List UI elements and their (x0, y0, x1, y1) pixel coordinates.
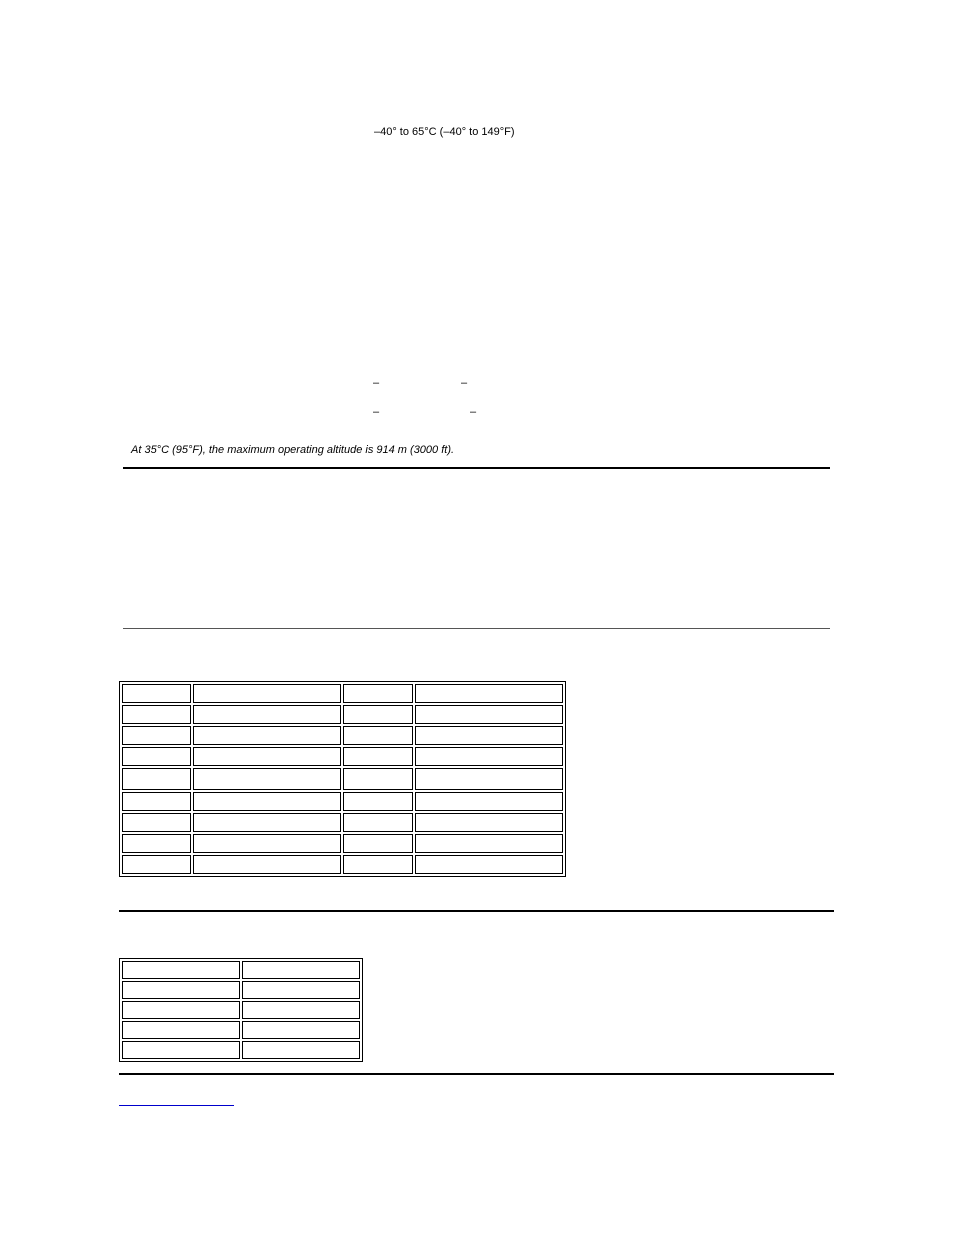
table-cell (415, 855, 563, 874)
table-row (122, 1041, 360, 1059)
section-divider (119, 910, 834, 912)
table-cell (343, 747, 412, 766)
table-cell (122, 726, 191, 745)
table-cell (415, 747, 563, 766)
table-row (122, 961, 360, 979)
table-row (122, 1021, 360, 1039)
table-row (122, 684, 563, 703)
table-cell (193, 813, 341, 832)
table-cell (242, 961, 360, 979)
table-cell (415, 726, 563, 745)
table-cell (242, 1021, 360, 1039)
table-cell (343, 684, 412, 703)
table-cell (193, 792, 341, 811)
table-cell (242, 1041, 360, 1059)
range-dash: – (461, 377, 468, 389)
table-cell (415, 813, 563, 832)
table-cell (122, 834, 191, 853)
table-cell (343, 792, 412, 811)
table-cell (122, 768, 191, 790)
table-row (122, 834, 563, 853)
table-cell (415, 768, 563, 790)
section-divider (119, 1073, 834, 1075)
section-divider (123, 467, 830, 469)
table-cell (193, 834, 341, 853)
storage-temperature-value: –40° to 65°C (–40° to 149°F) (374, 126, 515, 138)
table-cell (122, 855, 191, 874)
range-dash: – (470, 406, 477, 418)
table-row (122, 747, 563, 766)
table-cell (122, 705, 191, 724)
table-cell (343, 855, 412, 874)
table-cell (193, 768, 341, 790)
table-cell (122, 1001, 240, 1019)
table-row (122, 705, 563, 724)
range-dash: – (373, 406, 380, 418)
table-row (122, 981, 360, 999)
back-to-contents-link[interactable] (119, 1105, 234, 1106)
table-cell (343, 768, 412, 790)
table-cell (122, 1021, 240, 1039)
table-cell (343, 834, 412, 853)
table-cell (343, 705, 412, 724)
table-cell (193, 726, 341, 745)
specifications-table-secondary (119, 958, 363, 1062)
table-cell (122, 813, 191, 832)
table-cell (242, 1001, 360, 1019)
table-cell (193, 747, 341, 766)
table-row (122, 726, 563, 745)
section-divider (123, 628, 830, 629)
table-cell (343, 726, 412, 745)
table-cell (122, 981, 240, 999)
table-row (122, 855, 563, 874)
table-cell (415, 792, 563, 811)
table-cell (242, 981, 360, 999)
specifications-table (119, 681, 566, 877)
table-cell (343, 813, 412, 832)
table-cell (415, 834, 563, 853)
table-cell (122, 1041, 240, 1059)
table-cell (193, 705, 341, 724)
altitude-footnote: At 35°C (95°F), the maximum operating altitude is 914 m (3000 ft). (131, 444, 455, 456)
table-cell (415, 684, 563, 703)
table-cell (122, 684, 191, 703)
table-cell (122, 961, 240, 979)
table-cell (193, 855, 341, 874)
table-cell (122, 792, 191, 811)
range-dash: – (373, 377, 380, 389)
table-row (122, 813, 563, 832)
table-row (122, 768, 563, 790)
table-cell (122, 747, 191, 766)
table-row (122, 792, 563, 811)
table-row (122, 1001, 360, 1019)
table-cell (415, 705, 563, 724)
table-cell (193, 684, 341, 703)
